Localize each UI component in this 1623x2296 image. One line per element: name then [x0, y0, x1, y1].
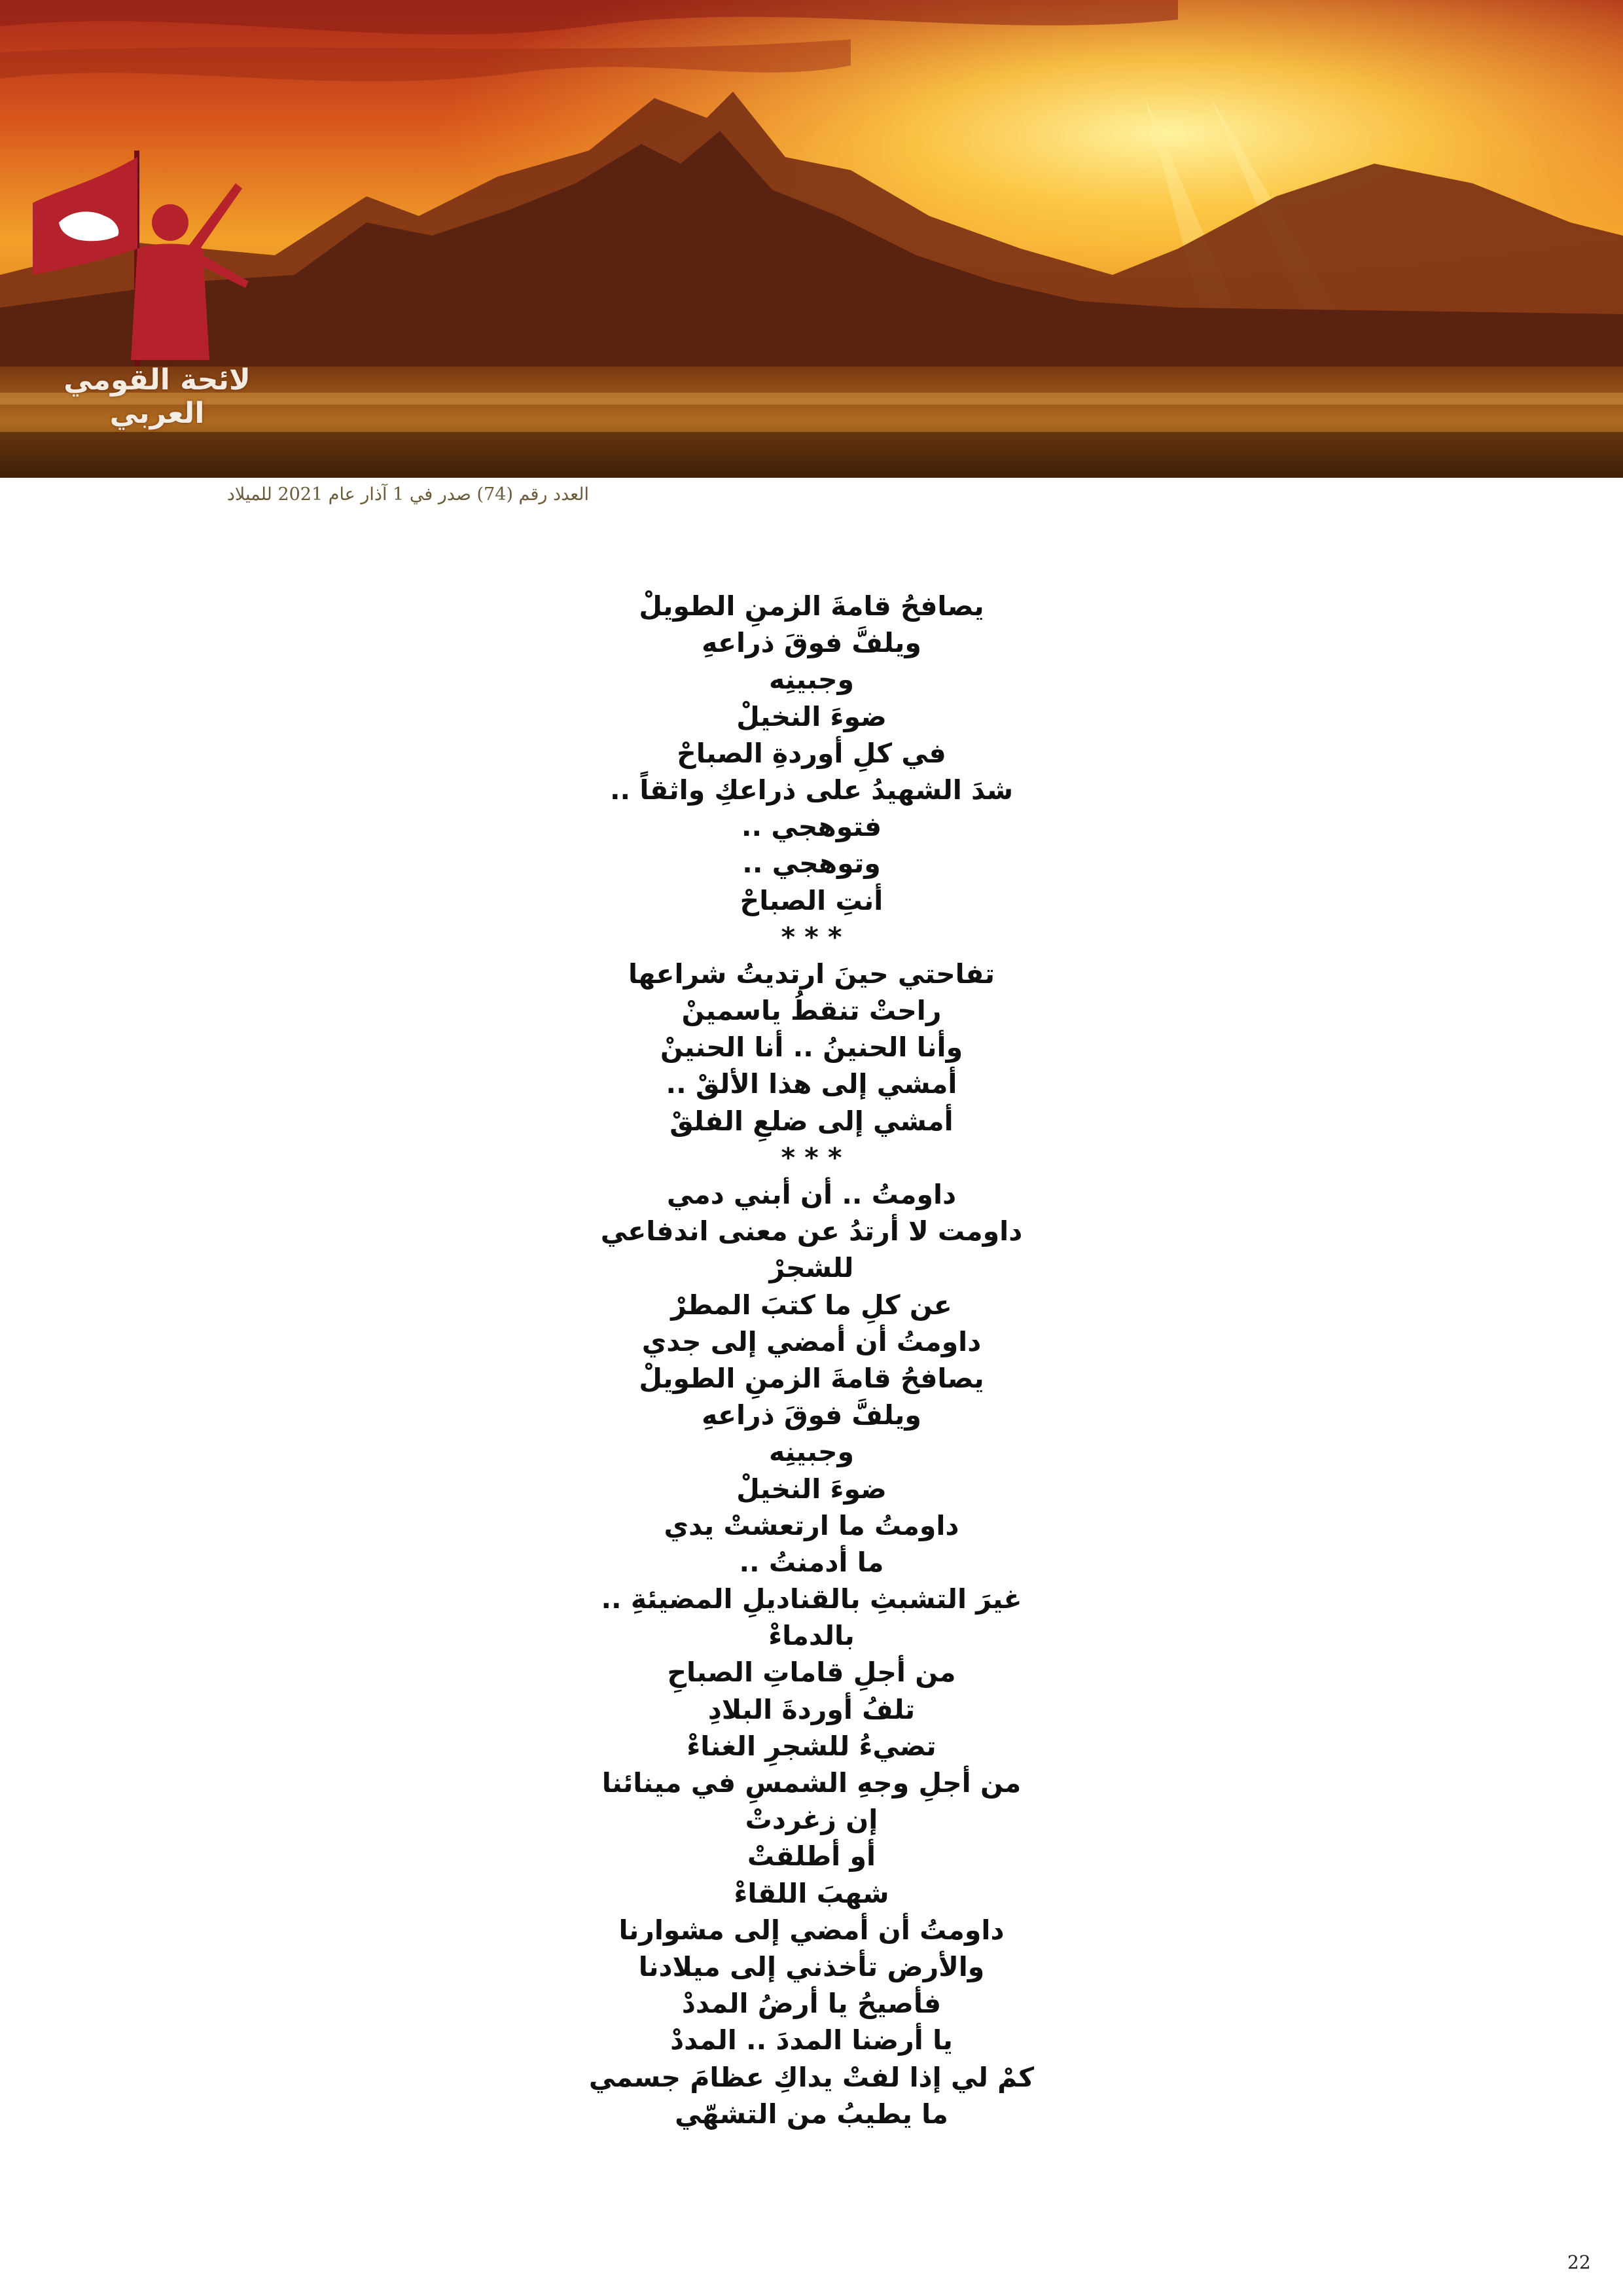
poem-line: تلفُ أوردةَ البلادِ — [707, 1693, 916, 1725]
poem-line: كمْ لي إذا لفتْ يداكِ عظامَ جسمي — [588, 2061, 1035, 2093]
page-number: 22 — [1567, 2251, 1591, 2273]
poem-line: إن زغردتْ — [745, 1804, 878, 1836]
poem-line: أنتِ الصباحْ — [740, 884, 883, 916]
poem-line: وجبينِه — [768, 1436, 855, 1468]
poem-line: يا أرضنا المددَ .. المددْ — [670, 2024, 953, 2056]
poem-line: داومتُ .. أن أبني دمي — [666, 1179, 957, 1210]
poem-line: تضيءُ للشجرِ الغناءْ — [687, 1730, 936, 1762]
poem-line: بالدماءْ — [768, 1620, 855, 1652]
poem-line: راحتْ تنقطُ ياسمينْ — [681, 995, 942, 1027]
poem-line: أمشي إلى هذا الألقْ .. — [666, 1068, 957, 1100]
poem-line: وأنا الحنينُ .. أنا الحنينْ — [660, 1031, 963, 1064]
poem-line: يصافحُ قامةَ الزمنِ الطويلْ — [639, 1362, 984, 1394]
poem-line: داومتُ أن أمضي إلى جدي — [641, 1325, 982, 1357]
poem-line: فأصيحُ يا أرضُ المددْ — [681, 1988, 942, 2020]
poem-line: تفاحتي حينَ ارتديتُ شراعها — [628, 958, 995, 990]
poem-line: داومت لا أرتدُ عن معنى اندفاعي — [600, 1215, 1023, 1247]
poem-line: وجبينِه — [768, 664, 855, 696]
poem-body — [419, 588, 1204, 2132]
poem-line: غيرَ التشبثِ بالقناديلِ المضيئةِ .. — [601, 1583, 1022, 1615]
poem-line: ويلفَّ فوقَ ذراعهِ — [702, 1399, 921, 1431]
poem-line: شهبَ اللقاءْ — [734, 1877, 889, 1909]
poem-line: داومتُ أن أمضي إلى مشوارنا — [618, 1914, 1005, 1946]
logo-wordmark: لائحة القومي العربي — [63, 363, 251, 430]
poem-line: ما أدمنتُ .. — [739, 1546, 884, 1578]
poem-line: في كلِ أوردةِ الصباحْ — [677, 737, 946, 769]
poem-line: * * * — [781, 1141, 842, 1174]
poem-line: * * * — [781, 921, 842, 953]
poem-line: عن كلِ ما كتبَ المطرْ — [671, 1289, 952, 1321]
poem-line: شدَ الشهيدُ على ذراعكِ واثقاً .. — [609, 774, 1014, 806]
poem-line: ويلفَّ فوقَ ذراعهِ — [702, 627, 921, 659]
poem-line: داومتُ ما ارتعشتْ يدي — [664, 1509, 959, 1541]
header-banner — [0, 0, 1623, 478]
poem-line: فتوهجي .. — [741, 811, 882, 843]
poem-line: ضوءَ النخيلْ — [736, 700, 887, 732]
poem-line: والأرض تأخذني إلى ميلادنا — [638, 1950, 985, 1982]
issue-info: العدد رقم (74) صدر في 1 آذار عام 2021 للميلاد — [226, 484, 589, 505]
poem-line: أمشي إلى ضلعِ الفلقْ — [669, 1105, 954, 1137]
poem-line: وتوهجي .. — [742, 848, 881, 880]
poem-line: ضوءَ النخيلْ — [736, 1473, 887, 1505]
poem-line: للشجرْ — [769, 1252, 854, 1284]
poem-line: أو أطلقتْ — [747, 1840, 876, 1873]
poem-line: يصافحُ قامةَ الزمنِ الطويلْ — [639, 590, 984, 622]
poem-line: ما يطيبُ من التشهّي — [675, 2098, 948, 2130]
poem-line: من أجلِ وجهِ الشمسِ في مينائنا — [601, 1767, 1022, 1799]
poem-line: من أجلِ قاماتِ الصباحِ — [667, 1657, 956, 1689]
